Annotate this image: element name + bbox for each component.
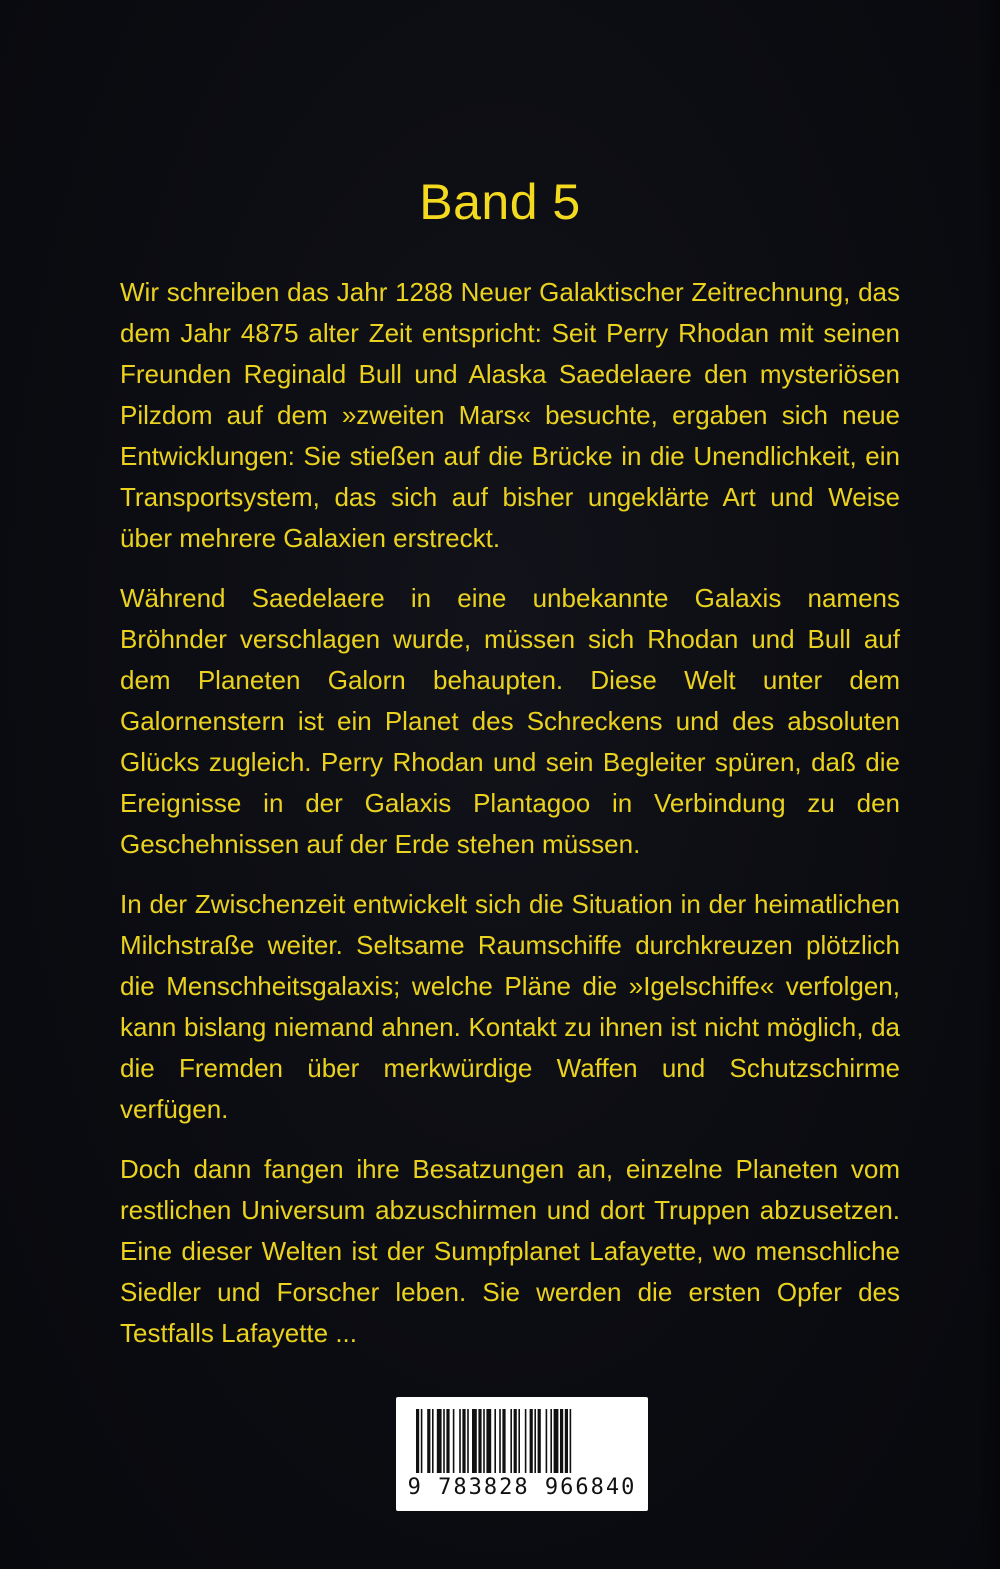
barcode-bar [534,1409,536,1473]
barcode-bar [570,1409,572,1473]
barcode-bar [565,1409,568,1473]
barcode-bar [494,1409,496,1473]
blurb-paragraph-4: Doch dann fangen ihre Besatzungen an, einzelne Planeten vom restlichen Universum abzuschirmen und dort Truppen abzusetzen. Eine dieser Welten ist der Sumpfplanet Lafayette, wo menschliche Siedler und Forscher leben. Sie werden die ersten Opfer des Testfalls Lafayette ... [120,1154,900,1348]
barcode-bar [530,1409,533,1473]
barcode-bar [432,1409,434,1473]
barcode-bar [502,1409,505,1473]
barcode-bar [554,1409,559,1473]
barcode-bar [446,1409,449,1473]
barcode-bar [478,1409,481,1473]
barcode-bar [483,1409,485,1473]
barcode-bar [518,1409,520,1473]
barcode-bar [459,1409,461,1473]
isbn-barcode [396,1397,648,1511]
barcode-bar [510,1409,512,1473]
blurb-paragraph-3: In der Zwischenzeit entwickelt sich die Situation in der heimatlichen Milchstraße weiter. Seltsame Raumschiffe durchkreuzen plötzlich die Menschheitsgalaxis; welche Pläne die »Igelschiffe« verfolgen, kann bislang niemand ahnen. Kontakt zu ihnen ist nicht möglich, da die Fremden über merkwürdige Waffen und Schutzschirme verfügen. [120,889,900,1124]
barcode-bar [525,1409,527,1473]
volume-title: Band 5 [419,174,581,230]
barcode-bar [560,1409,563,1473]
blurb-paragraph-1: Wir schreiben das Jahr 1288 Neuer Galaktischer Zeitrechnung, das dem Jahr 4875 alter Zeit entspricht: Seit Perry Rhodan mit seinen Freunden Reginald Bull und Alaska Saedelaere den mysteriösen Pilzdom auf dem »zweiten Mars« besuchte, ergaben sich neue Entwicklungen: Sie stießen auf die Brücke in die Unendlichkeit, ein Transportsystem, das sich auf bisher ungeklärte Art und Weise über mehrere Galaxien erstreckt. [120,277,900,553]
barcode-bar [462,1409,465,1473]
barcode-bar [467,1409,469,1473]
barcode-bar [443,1409,445,1473]
barcode-bar [416,1409,419,1473]
barcode-bar [514,1409,517,1473]
barcode-bar [453,1409,455,1473]
isbn-digits: 9 783828 966840 [407,1475,637,1500]
barcode-bars [416,1409,628,1473]
barcode-bar [538,1409,541,1473]
barcode-bar [437,1409,442,1473]
barcode-bar [546,1409,548,1473]
barcode-bar [486,1409,491,1473]
blurb-text [120,272,900,1373]
barcode-bar [499,1409,501,1473]
barcode-bar [550,1409,552,1473]
blurb-paragraph-2: Während Saedelaere in eine unbekannte Galaxis namens Bröhnder verschlagen wurde, müssen sich Rhodan und Bull auf dem Planeten Galorn behaupten. Diese Welt unter dem Galornenstern ist ein Planet des Schreckens und des absoluten Glücks zugleich. Perry Rhodan und sein Begleiter spüren, daß die Ereignisse in der Galaxis Plantagoo in Verbindung zu den Geschehnissen auf der Erde stehen müssen. [120,583,900,859]
barcode-bar [427,1409,430,1473]
barcode-bar [472,1409,477,1473]
barcode-bar [421,1409,423,1473]
